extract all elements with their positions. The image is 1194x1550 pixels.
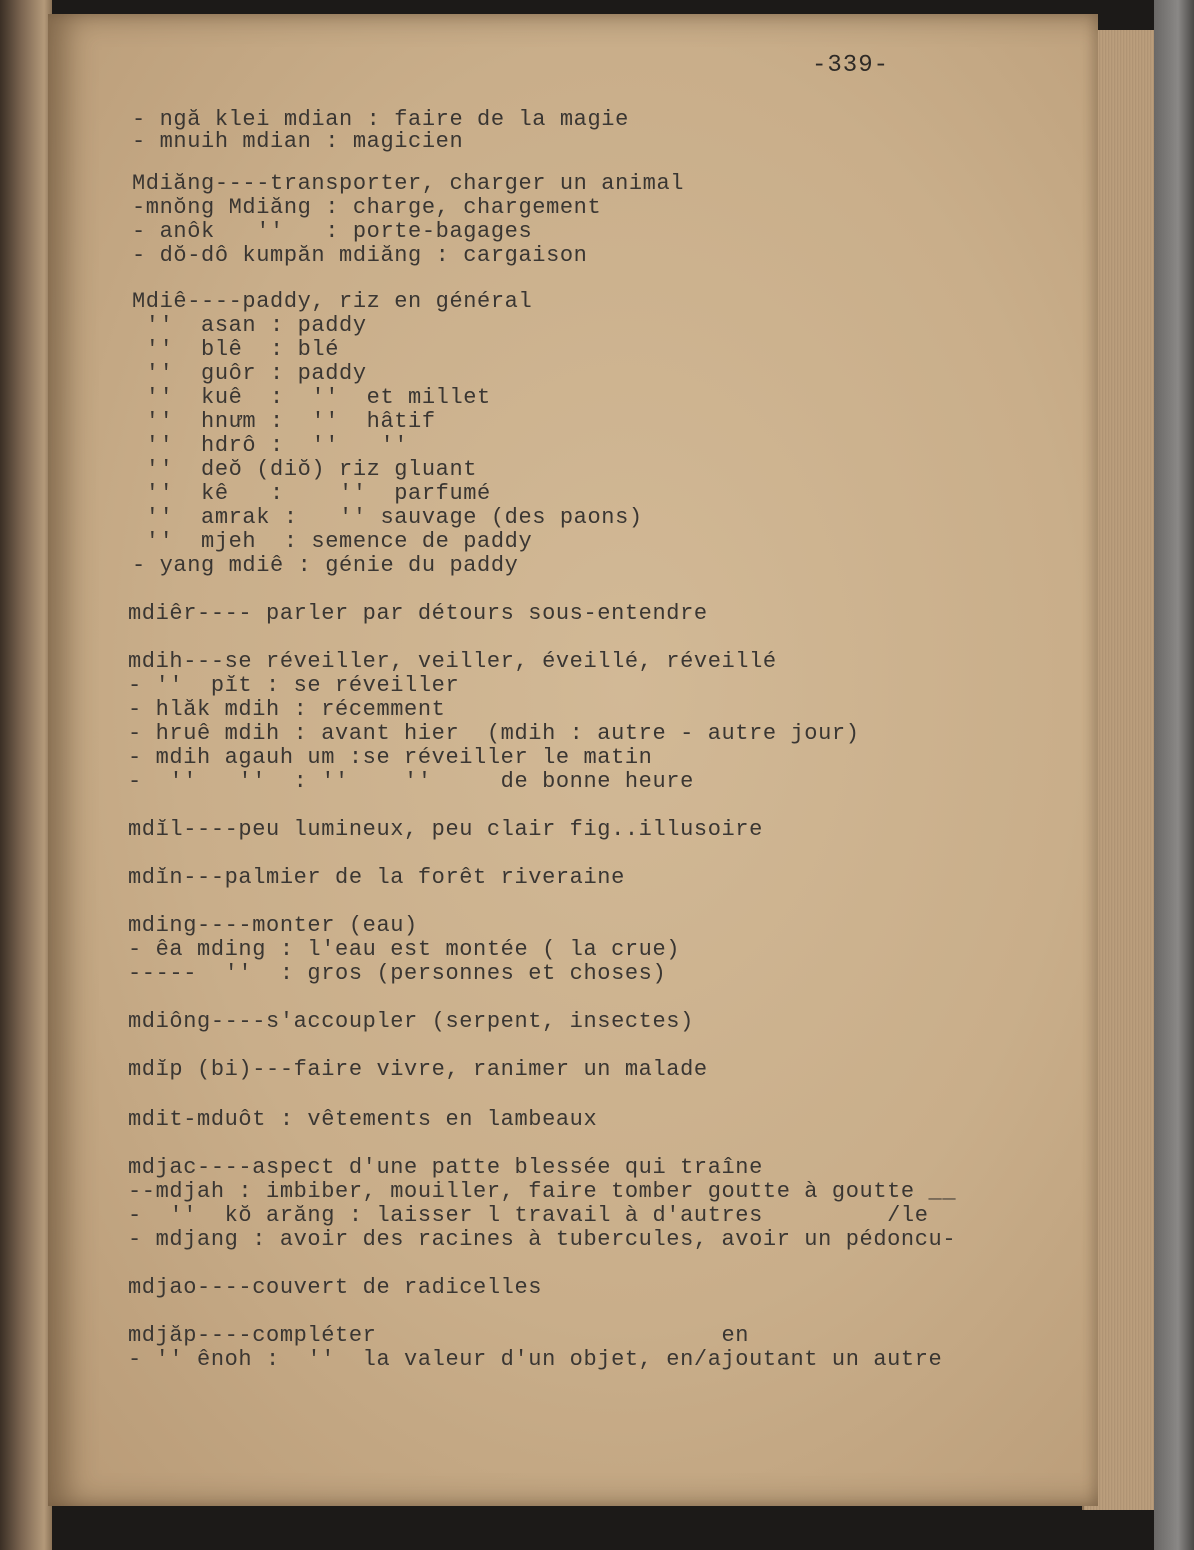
entry-line: - mnuih mdian : magicien [132, 129, 464, 154]
entry-line: ----- '' : gros (personnes et choses) [128, 961, 667, 986]
entry-line: '' amrak : '' sauvage (des paons) [132, 505, 643, 530]
entry-headword: mding----monter (eau) [128, 913, 418, 938]
entry-headword: Mdiê----paddy, riz en général [132, 289, 533, 314]
entry-line: '' hnưm : '' hâtif [132, 409, 436, 434]
entry-line: '' kê : '' parfumé [132, 481, 491, 506]
entry-line: - '' ênoh : '' la valeur d'un objet, en/ajoutant un autre [128, 1347, 943, 1372]
entry-line: '' hdrô : '' '' [132, 433, 409, 458]
entry-line: - '' kŏ arăng : laisser l travail à d'autres /le [128, 1203, 929, 1228]
entry-line: - hlăk mdih : récemment [128, 697, 446, 722]
entry-line: - dŏ-dô kumpăn mdiăng : cargaison [132, 243, 588, 268]
entry-headword: mdjăp----compléter en [128, 1323, 750, 1348]
entry-headword: mdĭn---palmier de la forêt riveraine [128, 865, 625, 890]
entry-line: - mdjang : avoir des racines à tubercules, avoir un pédoncu- [128, 1227, 957, 1252]
previous-page-edge [0, 0, 52, 1550]
entry-line: - anôk '' : porte-bagages [132, 219, 533, 244]
entry-line: - ngă klei mdian : faire de la magie [132, 107, 629, 132]
entry-headword: mdiêr---- parler par détours sous-entendre [128, 601, 708, 626]
entry-line: - '' '' : '' '' de bonne heure [128, 769, 694, 794]
entry-headword: mdiông----s'accoupler (serpent, insectes) [128, 1009, 694, 1034]
entry-line: -mnŏng Mdiăng : charge, chargement [132, 195, 602, 220]
entry-line: - '' pĭt : se réveiller [128, 673, 460, 698]
entry-headword: Mdiăng----transporter, charger un animal [132, 171, 685, 196]
entry-line: - êa mding : l'eau est montée ( la crue) [128, 937, 681, 962]
entry-line: '' blê : blé [132, 337, 340, 362]
entry-line: '' guôr : paddy [132, 361, 367, 386]
entry-headword: mdĭl----peu lumineux, peu clair fig..illusoire [128, 817, 763, 842]
entry-line: '' kuê : '' et millet [132, 385, 491, 410]
entry-headword: mdjac----aspect d'une patte blessée qui traîne [128, 1155, 763, 1180]
entry-headword: mdjao----couvert de radicelles [128, 1275, 543, 1300]
entry-headword: mdit-mduôt : vêtements en lambeaux [128, 1107, 598, 1132]
entry-line: --mdjah : imbiber, mouiller, faire tomber goutte à goutte __ [128, 1179, 957, 1204]
entry-line: - yang mdiê : génie du paddy [132, 553, 519, 578]
entry-line: - mdih agauh um :se réveiller le matin [128, 745, 653, 770]
entry-line: - hruê mdih : avant hier (mdih : autre - autre jour) [128, 721, 860, 746]
entry-headword: mdih---se réveiller, veiller, éveillé, réveillé [128, 649, 777, 674]
entry-line: '' asan : paddy [132, 313, 367, 338]
page-number: -339- [812, 52, 890, 79]
entry-line: '' mjeh : semence de paddy [132, 529, 533, 554]
entry-headword: mdĭp (bi)---faire vivre, ranimer un malade [128, 1057, 708, 1082]
dictionary-page [48, 14, 1098, 1506]
book-cover-edge [1154, 0, 1194, 1550]
entry-line: '' deŏ (diŏ) riz gluant [132, 457, 478, 482]
